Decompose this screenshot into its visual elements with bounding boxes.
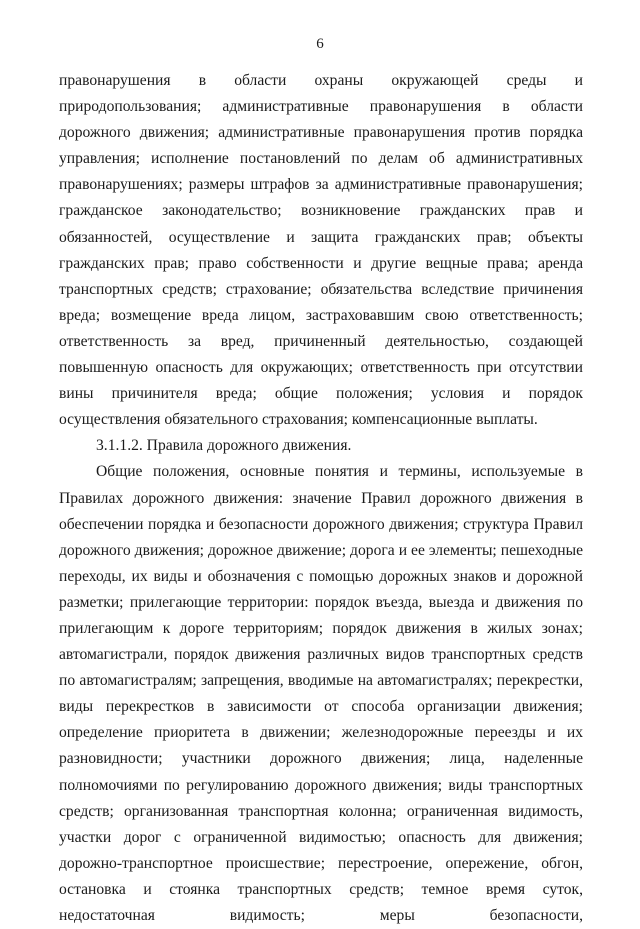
page-body <box>59 68 583 929</box>
paragraph-general-provisions: Общие положения, основные понятия и термины, используемые в Правилах дорожного движения: значение Правил дорожного движения в обеспечении порядка и безопасности дорожного движения; структура Правил дорожного движения; дорожное движение; дорога и ее элементы; пешеходные переходы, их виды и обозначения с помощью дорожных знаков и дорожной разметки; прилегающие территории: порядок въезда, выезда и движения по прилегающим к дороге территориям; порядок движения в жилых зонах; автомагистрали, порядок движения различных видов транспортных средств по автомагистралям; запрещения, вводимые на автомагистралях; перекрестки, виды перекрестков в зависимости от способа организации движения; определение приоритета в движении; железнодорожные переезды и их разновидности; участники дорожного движения; лица, наделенные полномочиями по регулированию дорожного движения; виды транспортных средств; организованная транспортная колонна; ограниченная видимость, участки дорог с ограниченной видимостью; опасность для движения; дорожно-транспортное происшествие; перестроение, опережение, обгон, остановка и стоянка транспортных средств; темное время суток, недостаточная видимость; меры безопасности, <box>59 463 583 924</box>
page-number: 6 <box>316 36 324 52</box>
section-heading: 3.1.1.2. Правила дорожного движения. <box>96 437 352 455</box>
paragraph-continued: правонарушения в области охраны окружающей среды и природопользования; административные правонарушения в области дорожного движения; административные правонарушения против порядка управления; исполнение постановлений по делам об административных правонарушениях; размеры штрафов за административные правонарушения; гражданское законодательство; возникновение гражданских прав и обязанностей, осуществление и защита гражданских прав; объекты гражданских прав; право собственности и другие вещные права; аренда транспортных средств; страхование; обязательства вследствие причинения вреда; возмещение вреда лицом, застраховавшим свою ответственность; ответственность за вред, причиненный деятельностью, создающей повышенную опасность для окружающих; ответственность при отсутствии вины причинителя вреда; общие положения; условия и порядок осуществления обязательного страхования; компенсационные выплаты. <box>59 72 583 429</box>
